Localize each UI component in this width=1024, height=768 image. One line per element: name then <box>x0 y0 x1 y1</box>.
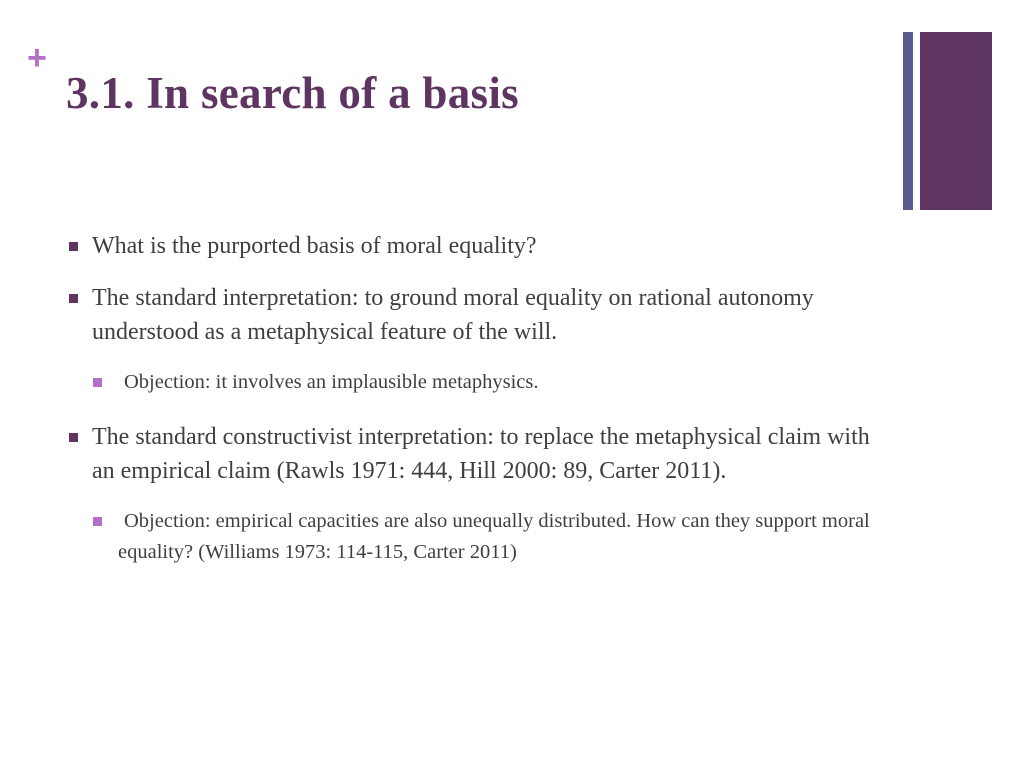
bullet-text: The standard interpretation: to ground moral equality on rational autonomy understood as a metaphysical feature of the will. <box>92 285 814 345</box>
sub-bullet-item <box>68 506 898 568</box>
sub-bullet-text: Objection: empirical capacities are also unequally distributed. How can they support moral equality? (Williams 1973: 114-115, Carter 2011) <box>118 510 870 563</box>
square-sub-bullet-icon <box>93 378 102 387</box>
square-sub-bullet-icon <box>93 517 102 526</box>
square-bullet-icon <box>69 433 78 442</box>
plus-decoration-icon: + <box>27 39 47 77</box>
bullet-text: What is the purported basis of moral equality? <box>92 233 537 259</box>
accent-bar-thick <box>920 32 992 210</box>
accent-bar-thin <box>903 32 913 210</box>
square-bullet-icon <box>69 242 78 251</box>
sub-bullet-item <box>68 367 898 398</box>
sub-bullet-text: Objection: it involves an implausible metaphysics. <box>124 371 539 393</box>
slide-content <box>68 229 898 590</box>
bullet-item <box>68 281 898 349</box>
bullet-item <box>68 229 898 263</box>
square-bullet-icon <box>69 294 78 303</box>
bullet-item <box>68 420 898 488</box>
slide-title: 3.1. In search of a basis <box>66 68 519 118</box>
bullet-text: The standard constructivist interpretation: to replace the metaphysical claim with an empirical claim (Rawls 1971: 444, Hill 2000: 89, Carter 2011). <box>92 424 870 484</box>
